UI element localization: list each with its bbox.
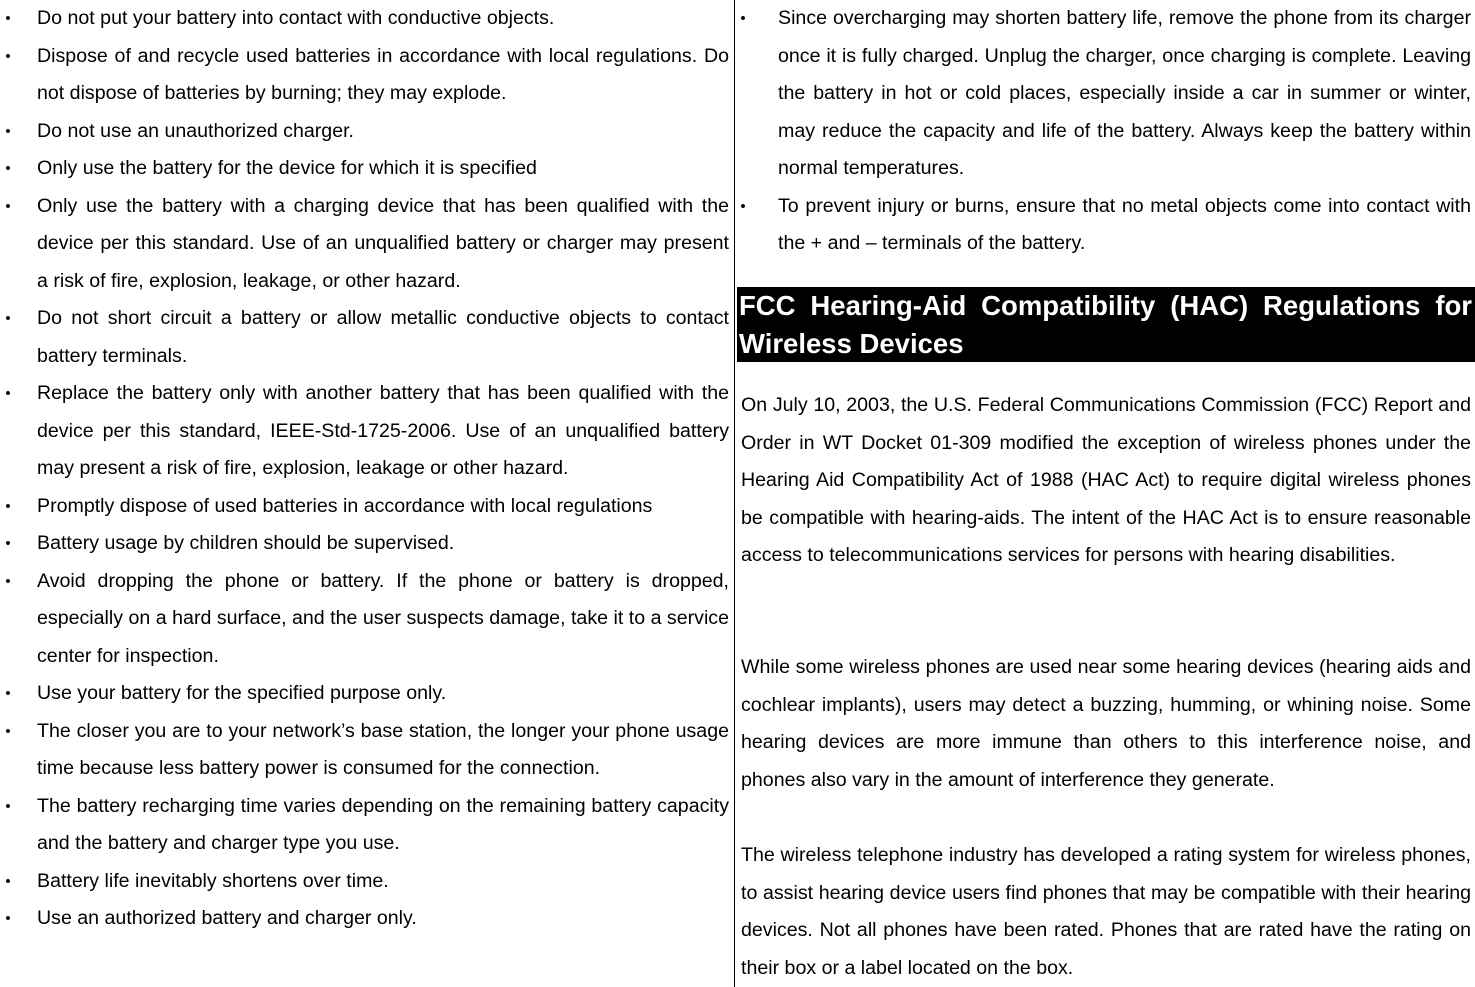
list-item-text: Do not short circuit a battery or allow metallic conductive objects to contact battery terminals. bbox=[37, 307, 729, 367]
hac-paragraph-intro: On July 10, 2003, the U.S. Federal Communications Commission (FCC) Report and Order in WT Docket 01-309 modified the exception of wireless phones under the Hearing Aid Compatibility Act of 1988 (HAC Act) to require digital wireless phones be compatible with hearing-aids. The intent of the HAC Act is to ensure reasonable access to telecommunications services for persons with hearing disabilities. bbox=[741, 394, 1471, 566]
bullet-icon: • bbox=[5, 572, 11, 590]
list-item-text: The battery recharging time varies depending on the remaining battery capacity and the battery and charger type you use. bbox=[37, 794, 729, 854]
battery-care-list bbox=[740, 0, 1471, 263]
list-item-text: Do not use an unauthorized charger. bbox=[37, 119, 354, 142]
list-item-text: Since overcharging may shorten battery life, remove the phone from its charger once it is fully charged. Unplug the charger, once charging is complete. Leaving the battery in hot or cold places, especially inside a car in summer or winter, may reduce the capacity and life of the battery. Always keep the battery within normal temperatures. bbox=[778, 7, 1471, 179]
list-item bbox=[5, 113, 729, 151]
list-item-text: Use your battery for the specified purpose only. bbox=[37, 682, 447, 704]
bullet-icon: • bbox=[5, 385, 11, 402]
right-column bbox=[735, 0, 1475, 987]
bullet-icon: • bbox=[5, 722, 11, 740]
list-item bbox=[5, 488, 729, 526]
bullet-icon: • bbox=[740, 10, 746, 27]
list-item bbox=[5, 563, 729, 676]
list-item-text: Replace the battery only with another battery that has been qualified with the device per this standard, IEEE-Std-1725-2006. Use of an unqualified battery may present a risk of fire, explosion, leakage or other hazard. bbox=[37, 382, 729, 479]
list-item bbox=[5, 863, 729, 901]
list-item-text: Avoid dropping the phone or battery. If the phone or battery is dropped, especially on a hard surface, and the user suspects damage, take it to a service center for inspection. bbox=[37, 569, 729, 667]
list-item-text: Battery life inevitably shortens over time. bbox=[37, 869, 389, 892]
bullet-icon: • bbox=[5, 535, 11, 552]
list-item bbox=[740, 0, 1471, 188]
list-item-text: Use an authorized battery and charger only. bbox=[37, 907, 417, 929]
bullet-icon: • bbox=[5, 160, 11, 177]
hac-paragraph-interference: While some wireless phones are used near some hearing devices (hearing aids and cochlear implants), users may detect a buzzing, humming, or whining noise. Some hearing devices are more immune than others to this interference noise, and phones also vary in the amount of interference they generate. bbox=[741, 656, 1471, 791]
list-item-text: Only use the battery for the device for which it is specified bbox=[37, 157, 537, 179]
list-item bbox=[5, 0, 729, 38]
bullet-icon: • bbox=[5, 122, 11, 140]
hac-paragraph-rating: The wireless telephone industry has developed a rating system for wireless phones, to assist hearing device users find phones that may be compatible with their hearing devices. Not all phones have been rated. Phones that are rated have the rating on their box or a label located on the box. bbox=[741, 844, 1471, 979]
bullet-icon: • bbox=[5, 797, 11, 815]
list-item bbox=[5, 675, 729, 713]
bullet-icon: • bbox=[5, 497, 11, 515]
list-item bbox=[5, 788, 729, 863]
list-item bbox=[5, 38, 729, 113]
list-item-text: Dispose of and recycle used batteries in accordance with local regulations. Do not dispose of batteries by burning; they may explode. bbox=[37, 44, 729, 104]
list-item-text: Promptly dispose of used batteries in accordance with local regulations bbox=[37, 494, 653, 517]
bullet-icon: • bbox=[5, 685, 11, 702]
list-item bbox=[5, 900, 729, 938]
bullet-icon: • bbox=[740, 197, 746, 215]
list-item bbox=[5, 525, 729, 563]
list-item-text: Only use the battery with a charging device that has been qualified with the device per this standard. Use of an unqualified battery or charger may present a risk of fire, explosion, leakage, or other hazard. bbox=[37, 194, 729, 292]
list-item bbox=[5, 188, 729, 301]
battery-safety-list bbox=[5, 0, 729, 938]
list-item-text: To prevent injury or burns, ensure that no metal objects come into contact with the + and – terminals of the battery. bbox=[778, 194, 1471, 254]
left-column bbox=[0, 0, 732, 987]
bullet-icon: • bbox=[5, 872, 11, 890]
list-item-text: Battery usage by children should be supervised. bbox=[37, 532, 455, 554]
list-item-text: Do not put your battery into contact with conductive objects. bbox=[37, 7, 555, 29]
bullet-icon: • bbox=[5, 910, 11, 927]
list-item bbox=[740, 188, 1471, 263]
bullet-icon: • bbox=[5, 310, 11, 327]
list-item bbox=[5, 375, 729, 488]
list-item-text: The closer you are to your network’s base station, the longer your phone usage time because less battery power is consumed for the connection. bbox=[37, 719, 729, 779]
bullet-icon: • bbox=[5, 10, 11, 27]
list-item bbox=[5, 150, 729, 188]
bullet-icon: • bbox=[5, 197, 11, 215]
section-heading: FCC Hearing-Aid Compatibility (HAC) Regulations for Wireless Devices bbox=[737, 287, 1475, 362]
list-item bbox=[5, 713, 729, 788]
list-item bbox=[5, 300, 729, 375]
bullet-icon: • bbox=[5, 47, 11, 65]
